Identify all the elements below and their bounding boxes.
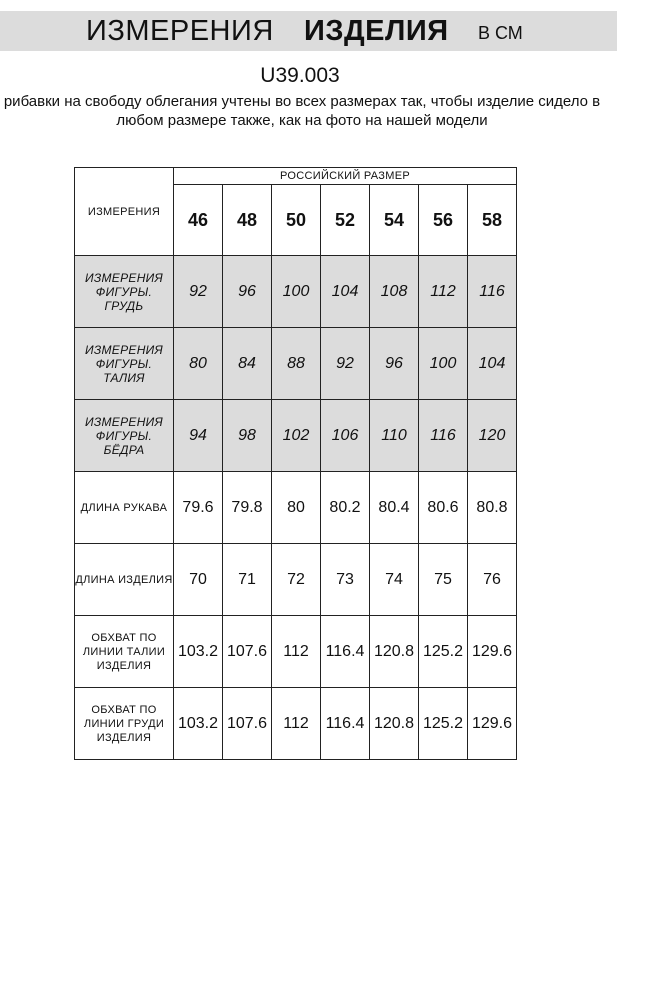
table-cell: 80.8	[468, 472, 517, 544]
table-cell: 106	[321, 400, 370, 472]
table-cell: 116	[468, 256, 517, 328]
size-header-56: 56	[419, 185, 468, 256]
row-label: ИЗМЕРЕНИЯ ФИГУРЫ. ТАЛИЯ	[75, 328, 174, 400]
table-cell: 74	[370, 544, 419, 616]
table-row	[75, 688, 517, 760]
table-cell: 73	[321, 544, 370, 616]
table-cell: 72	[272, 544, 321, 616]
header-title-unit: В СМ	[478, 23, 523, 43]
row-label: ОБХВАТ ПО ЛИНИИ ТАЛИИ ИЗДЕЛИЯ	[75, 616, 174, 688]
table-row	[75, 616, 517, 688]
row-label: ИЗМЕРЕНИЯ ФИГУРЫ. ГРУДЬ	[75, 256, 174, 328]
table-cell: 84	[223, 328, 272, 400]
table-cell: 129.6	[468, 616, 517, 688]
table-cell: 112	[272, 616, 321, 688]
table-cell: 94	[174, 400, 223, 472]
row-label: ДЛИНА ИЗДЕЛИЯ	[75, 544, 174, 616]
table-cell: 125.2	[419, 688, 468, 760]
table-cell: 112	[419, 256, 468, 328]
table-cell: 129.6	[468, 688, 517, 760]
table-row	[75, 472, 517, 544]
size-table	[74, 167, 517, 760]
table-cell: 79.6	[174, 472, 223, 544]
table-cell: 116.4	[321, 616, 370, 688]
table-cell: 88	[272, 328, 321, 400]
table-cell: 104	[468, 328, 517, 400]
row-label: ДЛИНА РУКАВА	[75, 472, 174, 544]
fit-note	[0, 92, 612, 130]
table-header-row	[75, 168, 517, 185]
table-cell: 125.2	[419, 616, 468, 688]
table-cell: 80.6	[419, 472, 468, 544]
table-row	[75, 328, 517, 400]
table-row	[75, 400, 517, 472]
table-cell: 100	[272, 256, 321, 328]
table-cell: 120.8	[370, 688, 419, 760]
table-cell: 80.2	[321, 472, 370, 544]
size-header-52: 52	[321, 185, 370, 256]
table-cell: 107.6	[223, 616, 272, 688]
table-cell: 102	[272, 400, 321, 472]
table-cell: 120.8	[370, 616, 419, 688]
table-cell: 96	[223, 256, 272, 328]
table-cell: 107.6	[223, 688, 272, 760]
table-cell: 110	[370, 400, 419, 472]
table-cell: 112	[272, 688, 321, 760]
table-row	[75, 544, 517, 616]
table-cell: 70	[174, 544, 223, 616]
header-title-left: ИЗМЕРЕНИЯ	[86, 15, 274, 47]
header-title-bold: ИЗДЕЛИЯ	[304, 15, 449, 47]
size-header-58: 58	[468, 185, 517, 256]
table-cell: 103.2	[174, 688, 223, 760]
row-label: ОБХВАТ ПО ЛИНИИ ГРУДИ ИЗДЕЛИЯ	[75, 688, 174, 760]
table-cell: 76	[468, 544, 517, 616]
table-cell: 80.4	[370, 472, 419, 544]
table-cell: 92	[321, 328, 370, 400]
table-cell: 79.8	[223, 472, 272, 544]
table-row	[75, 256, 517, 328]
table-cell: 75	[419, 544, 468, 616]
table-cell: 120	[468, 400, 517, 472]
table-cell: 80	[174, 328, 223, 400]
size-header-46: 46	[174, 185, 223, 256]
fit-note-line: рибавки на свободу облегания учтены во всех размерах так, чтобы изделие сидело в	[3, 93, 601, 110]
product-code: U39.003	[260, 64, 340, 87]
corner-label: ИЗМЕРЕНИЯ	[75, 168, 174, 256]
table-cell: 103.2	[174, 616, 223, 688]
size-header-50: 50	[272, 185, 321, 256]
table-cell: 71	[223, 544, 272, 616]
table-cell: 104	[321, 256, 370, 328]
table-cell: 98	[223, 400, 272, 472]
fit-note-line: любом размере также, как на фото на нашей модели	[116, 112, 488, 129]
table-cell: 100	[419, 328, 468, 400]
table-cell: 116	[419, 400, 468, 472]
table-cell: 92	[174, 256, 223, 328]
size-header-48: 48	[223, 185, 272, 256]
size-group-label: РОССИЙСКИЙ РАЗМЕР	[174, 168, 517, 185]
row-label: ИЗМЕРЕНИЯ ФИГУРЫ. БЁДРА	[75, 400, 174, 472]
table-cell: 108	[370, 256, 419, 328]
header-bar	[0, 11, 617, 51]
table-cell: 80	[272, 472, 321, 544]
size-header-54: 54	[370, 185, 419, 256]
table-cell: 96	[370, 328, 419, 400]
table-cell: 116.4	[321, 688, 370, 760]
